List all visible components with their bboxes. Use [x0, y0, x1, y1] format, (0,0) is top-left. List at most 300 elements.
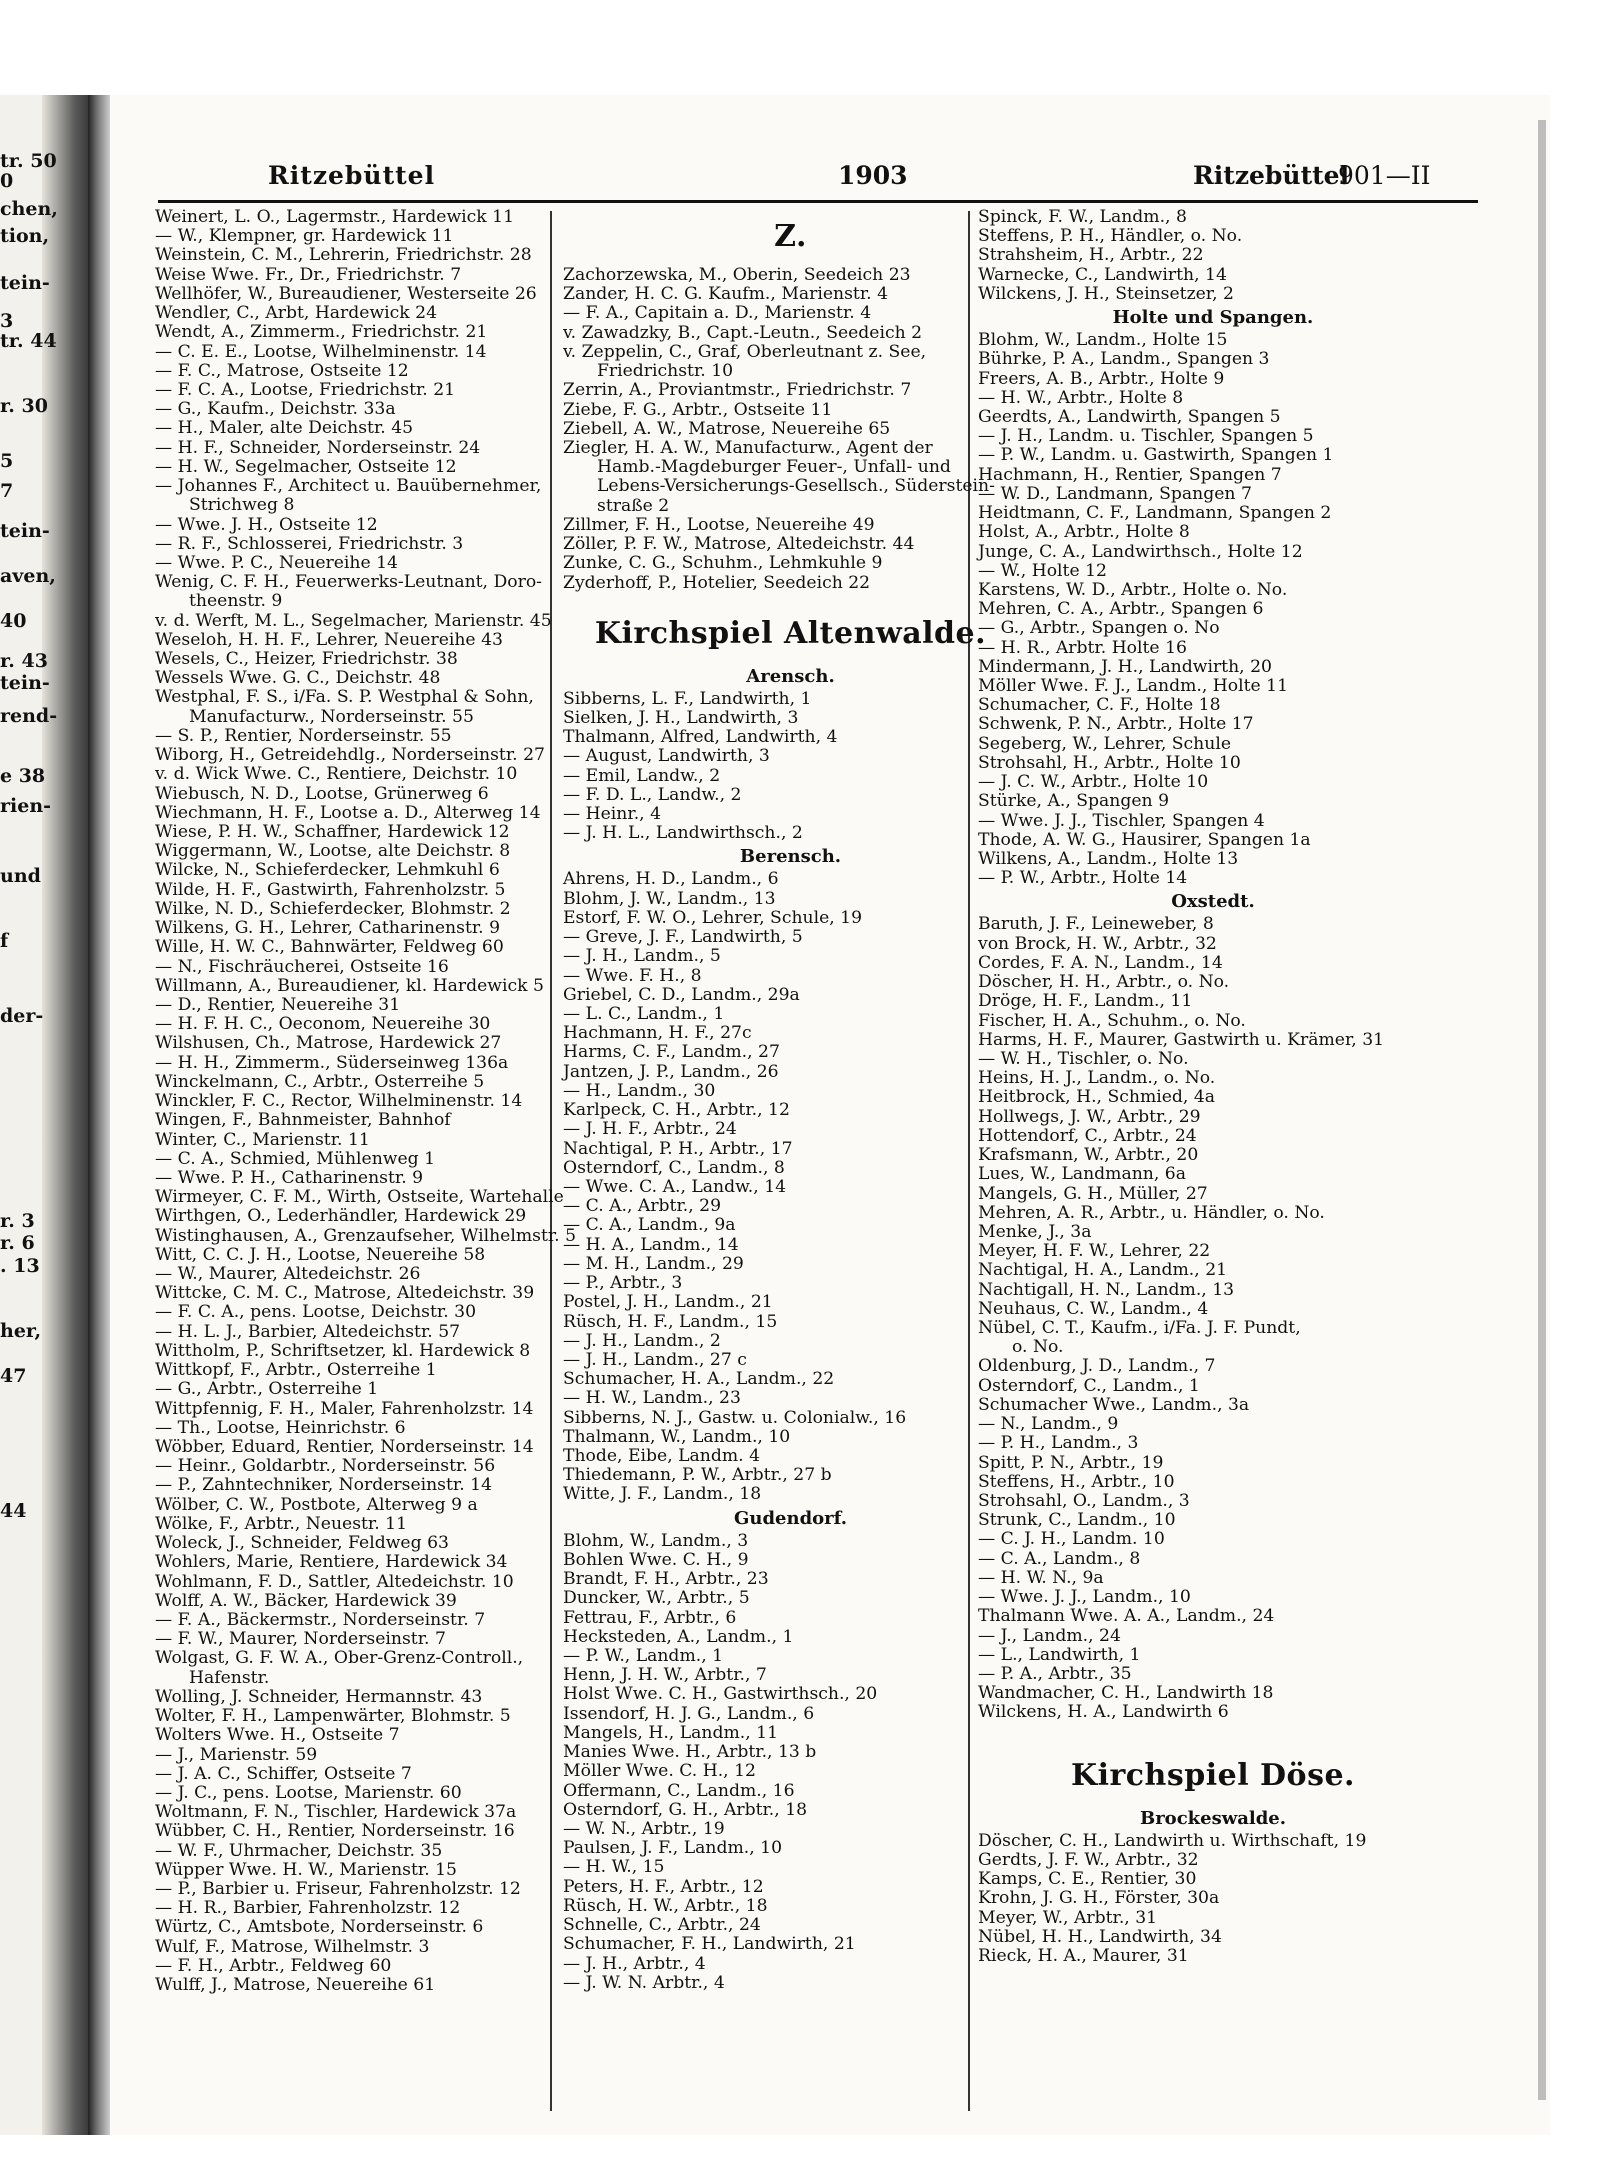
directory-entry: Nübel, C. T., Kaufm., i/Fa. J. F. Pundt, — [978, 1318, 1301, 1339]
directory-entry: — G., Kaufm., Deichstr. 33a — [155, 399, 396, 420]
directory-entry-continuation: o. No. — [1012, 1337, 1064, 1358]
directory-entry: Krohn, J. G. H., Förster, 30a — [978, 1888, 1220, 1909]
directory-entry: Spinck, F. W., Landm., 8 — [978, 207, 1187, 227]
directory-entry: — H. W., Segelmacher, Ostseite 12 — [155, 456, 457, 477]
directory-entry: Wöbber, Eduard, Rentier, Norderseinstr. 14 — [155, 1437, 534, 1457]
directory-entry: Holst Wwe. C. H., Gastwirthsch., 20 — [563, 1684, 878, 1705]
directory-entry: Blohm, W., Landm., Holte 15 — [978, 330, 1228, 351]
directory-entry: Gerdts, J. F. W., Arbtr., 32 — [978, 1849, 1199, 1870]
directory-entry: v. d. Werft, M. L., Segelmacher, Marienstr. 45 — [155, 610, 552, 631]
directory-entry: Zöller, P. F. W., Matrose, Altedeichstr. 44 — [563, 534, 915, 555]
directory-entry: Wellhöfer, W., Bureaudiener, Westerseite 26 — [155, 283, 537, 304]
directory-entry: Oldenburg, J. D., Landm., 7 — [978, 1356, 1216, 1377]
adjacent-page-fragment: 7 — [0, 480, 14, 502]
directory-entry: Zillmer, F. H., Lootse, Neuereihe 49 — [563, 514, 875, 535]
directory-entry: Zunke, C. G., Schuhm., Lehmkuhle 9 — [563, 553, 883, 574]
directory-entry: Wenig, C. F. H., Feuerwerks-Leutnant, Doro- — [155, 572, 542, 593]
directory-entry: — H., Maler, alte Deichstr. 45 — [155, 418, 414, 439]
directory-entry: Holst, A., Arbtr., Holte 8 — [978, 522, 1190, 543]
directory-entry: Jantzen, J. P., Landm., 26 — [563, 1061, 779, 1082]
directory-entry: Mangels, H., Landm., 11 — [563, 1722, 779, 1743]
directory-entry: — Th., Lootse, Heinrichstr. 6 — [155, 1417, 406, 1438]
directory-entry: Thalmann, W., Landm., 10 — [563, 1426, 791, 1447]
directory-entry: Döscher, H. H., Arbtr., o. No. — [978, 972, 1230, 993]
directory-entry: Wilkens, G. H., Lehrer, Catharinenstr. 9 — [155, 918, 501, 939]
directory-entry: Wille, H. W. C., Bahnwärter, Feldweg 60 — [155, 937, 504, 958]
directory-entry: Thalmann, Alfred, Landwirth, 4 — [563, 727, 838, 748]
directory-entry: Wittholm, P., Schriftsetzer, kl. Hardewick 8 — [155, 1340, 531, 1361]
directory-entry: Thiedemann, P. W., Arbtr., 27 b — [563, 1465, 832, 1486]
running-title-right: Ritzebüttel — [1193, 161, 1350, 190]
directory-entry: — Wwe. P. H., Catharinenstr. 9 — [155, 1167, 424, 1188]
directory-entry: — W. N., Arbtr., 19 — [563, 1818, 725, 1839]
directory-entry: — P. H., Landm., 3 — [978, 1433, 1139, 1454]
directory-entry: Peters, H. F., Arbtr., 12 — [563, 1876, 764, 1897]
directory-entry: Thode, Eibe, Landm. 4 — [563, 1446, 761, 1467]
directory-entry: — J. W. N. Arbtr., 4 — [563, 1972, 725, 1993]
directory-entry: Westphal, F. S., i/Fa. S. P. Westphal & Sohn, — [155, 687, 534, 708]
directory-entry: Ziebell, A. W., Matrose, Neuereihe 65 — [563, 418, 891, 439]
directory-entry: — H. W., 15 — [563, 1857, 665, 1878]
adjacent-page-fragment: tein- — [0, 520, 50, 542]
directory-entry: — Wwe. F. H., 8 — [563, 965, 702, 986]
directory-entry: Junge, C. A., Landwirthsch., Holte 12 — [978, 541, 1303, 562]
directory-entry: Weseloh, H. H. F., Lehrer, Neuereihe 43 — [155, 629, 503, 650]
directory-entry: Strohsahl, H., Arbtr., Holte 10 — [978, 752, 1241, 773]
directory-entry: — J. H., Landm., 27 c — [563, 1349, 747, 1370]
directory-entry: Woltmann, F. N., Tischler, Hardewick 37a — [155, 1802, 517, 1823]
directory-entry: — P., Arbtr., 3 — [563, 1273, 683, 1294]
spacer — [563, 593, 1018, 605]
directory-entry: Witte, J. F., Landm., 18 — [563, 1484, 762, 1505]
directory-entry: — W. F., Uhrmacher, Deichstr. 35 — [155, 1840, 443, 1861]
directory-entry: v. d. Wick Wwe. C., Rentiere, Deichstr. 10 — [155, 764, 518, 785]
directory-entry: Wolters Wwe. H., Ostseite 7 — [155, 1725, 400, 1746]
directory-entry: Strahsheim, H., Arbtr., 22 — [978, 245, 1204, 266]
directory-entry: Schumacher Wwe., Landm., 3a — [978, 1394, 1250, 1415]
directory-entry: — P. A., Arbtr., 35 — [978, 1663, 1132, 1684]
directory-entry: Wittpfennig, F. H., Maler, Fahrenholzstr. 14 — [155, 1398, 534, 1419]
directory-entry: — N., Landm., 9 — [978, 1414, 1119, 1435]
directory-entry: Schwenk, P. N., Arbtr., Holte 17 — [978, 714, 1254, 735]
directory-entry: Wölber, C. W., Postbote, Alterweg 9 a — [155, 1494, 478, 1515]
directory-entry-continuation: Friedrichstr. 10 — [597, 361, 734, 382]
directory-entry: — H. W., Landm., 23 — [563, 1388, 741, 1409]
adjacent-page-fragment: und — [0, 865, 41, 887]
directory-entry: Mangels, G. H., Müller, 27 — [978, 1183, 1208, 1204]
directory-entry: Blohm, W., Landm., 3 — [563, 1530, 749, 1551]
directory-entry: Dröge, H. F., Landm., 11 — [978, 991, 1193, 1012]
adjacent-page-fragment: r. 6 — [0, 1232, 35, 1254]
directory-entry-continuation: Lebens-Versicherungs-Gesellsch., Süderstein- — [597, 476, 995, 497]
directory-entry: — H. H., Zimmerm., Süderseinweg 136a — [155, 1052, 509, 1073]
directory-entry: — Wwe. P. C., Neuereihe 14 — [155, 552, 398, 573]
directory-entry: Blohm, J. W., Landm., 13 — [563, 888, 776, 909]
directory-entry: — J., Landm., 24 — [978, 1625, 1121, 1646]
directory-entry: Zerrin, A., Proviantmstr., Friedrichstr. 7 — [563, 380, 912, 401]
directory-entry: Sibberns, L. F., Landwirth, 1 — [563, 688, 812, 709]
directory-entry: Segeberg, W., Lehrer, Schule — [978, 733, 1231, 754]
directory-entry: Wiese, P. H. W., Schaffner, Hardewick 12 — [155, 822, 510, 842]
directory-entry: — P. W., Landm., 1 — [563, 1646, 724, 1666]
directory-entry: Menke, J., 3a — [978, 1221, 1092, 1242]
directory-entry: Wohlers, Marie, Rentiere, Hardewick 34 — [155, 1552, 508, 1573]
directory-entry: Witt, C. C. J. H., Lootse, Neuereihe 58 — [155, 1244, 486, 1265]
page-header — [153, 161, 1513, 201]
directory-entry: Zander, H. C. G. Kaufm., Marienstr. 4 — [563, 284, 889, 305]
locality-heading: Arensch. — [746, 665, 835, 687]
directory-entry: Wolff, A. W., Bäcker, Hardewick 39 — [155, 1590, 457, 1611]
directory-entry: — H., Landm., 30 — [563, 1080, 716, 1101]
directory-entry: — F. A., Bäckermstr., Norderseinstr. 7 — [155, 1609, 486, 1630]
directory-entry: — W. D., Landmann, Spangen 7 — [978, 483, 1252, 504]
directory-entry: Ziegler, H. A. W., Manufacturw., Agent der — [563, 437, 933, 458]
directory-entry: — F. D. L., Landw., 2 — [563, 784, 742, 805]
directory-entry: Heins, H. J., Landm., o. No. — [978, 1068, 1216, 1089]
directory-entry: Baruth, J. F., Leineweber, 8 — [978, 914, 1214, 935]
directory-entry: Offermann, C., Landm., 16 — [563, 1780, 795, 1801]
directory-entry: Döscher, C. H., Landwirth u. Wirthschaft, 19 — [978, 1830, 1367, 1851]
locality-heading: Berensch. — [739, 846, 842, 868]
directory-entry: — C. A., Schmied, Mühlenweg 1 — [155, 1148, 436, 1169]
directory-entry: Weinert, L. O., Lagermstr., Hardewick 11 — [155, 207, 515, 227]
directory-entry: Schumacher, H. A., Landm., 22 — [563, 1369, 835, 1390]
directory-entry: Osterndorf, C., Landm., 8 — [563, 1157, 785, 1178]
directory-entry: Wulf, F., Matrose, Wilhelmstr. 3 — [155, 1936, 430, 1957]
directory-entry: Bührke, P. A., Landm., Spangen 3 — [978, 349, 1270, 370]
directory-entry: — G., Arbtr., Spangen o. No — [978, 618, 1220, 639]
directory-entry: Steffens, H., Arbtr., 10 — [978, 1471, 1175, 1492]
directory-entry: Wirthgen, O., Lederhändler, Hardewick 29 — [155, 1206, 527, 1227]
directory-entry: von Brock, H. W., Arbtr., 32 — [978, 933, 1217, 954]
directory-entry: Rüsch, H. W., Arbtr., 18 — [563, 1895, 768, 1916]
directory-entry: — Heinr., Goldarbtr., Norderseinstr. 56 — [155, 1456, 496, 1477]
directory-entry: Wingen, F., Bahnmeister, Bahnhof — [155, 1110, 451, 1131]
adjacent-page-fragment: 47 — [0, 1365, 27, 1387]
directory-entry: — H. R., Barbier, Fahrenholzstr. 12 — [155, 1898, 461, 1919]
directory-page — [110, 95, 1550, 2135]
directory-entry: Wübber, C. H., Rentier, Norderseinstr. 16 — [155, 1821, 515, 1842]
adjacent-page-fragment: chen, — [0, 198, 58, 220]
adjacent-page-fragment: tr. 44 — [0, 330, 57, 352]
directory-entry: — G., Arbtr., Osterreihe 1 — [155, 1379, 379, 1400]
directory-entry: — J. H., Landm., 5 — [563, 946, 721, 967]
directory-entry: Karstens, W. D., Arbtr., Holte o. No. — [978, 579, 1288, 600]
directory-entry: Wohlmann, F. D., Sattler, Altedeichstr. 10 — [155, 1571, 514, 1592]
directory-entry: — W. H., Tischler, o. No. — [978, 1048, 1189, 1069]
directory-entry: v. Zawadzky, B., Capt.-Leutn., Seedeich 2 — [563, 322, 923, 343]
directory-entry: Wilckens, H. A., Landwirth 6 — [978, 1702, 1229, 1723]
directory-entry: Harms, H. F., Maurer, Gastwirth u. Krämer, 31 — [978, 1029, 1385, 1050]
directory-entry: — H. R., Arbtr. Holte 16 — [978, 637, 1187, 658]
directory-entry: Issendorf, H. J. G., Landm., 6 — [563, 1703, 815, 1724]
directory-entry: — S. P., Rentier, Norderseinstr. 55 — [155, 725, 452, 746]
directory-entry: Hecksteden, A., Landm., 1 — [563, 1626, 794, 1647]
directory-entry: Harms, C. F., Landm., 27 — [563, 1042, 780, 1063]
directory-entry: — N., Fischräucherei, Ostseite 16 — [155, 956, 449, 977]
directory-entry: — F. A., Capitain a. D., Marienstr. 4 — [563, 303, 872, 324]
directory-entry: Manies Wwe. H., Arbtr., 13 b — [563, 1742, 817, 1763]
directory-entry: — H. W. N., 9a — [978, 1567, 1104, 1588]
directory-entry: — Wwe. C. A., Landw., 14 — [563, 1176, 787, 1197]
adjacent-page-fragment: r. 43 — [0, 650, 48, 672]
directory-entry: Geerdts, A., Landwirth, Spangen 5 — [978, 406, 1281, 427]
directory-entry: Wendt, A., Zimmerm., Friedrichstr. 21 — [155, 322, 488, 343]
adjacent-page-fragment: tr. 50 — [0, 150, 57, 172]
directory-entry: Heitbrock, H., Schmied, 4a — [978, 1087, 1216, 1108]
directory-entry: Bohlen Wwe. C. H., 9 — [563, 1549, 749, 1570]
adjacent-page-fragment: 40 — [0, 610, 27, 632]
directory-entry-continuation: Strichweg 8 — [189, 495, 295, 516]
directory-entry: Wilckens, J. H., Steinsetzer, 2 — [978, 283, 1234, 304]
directory-entry: Fettrau, F., Arbtr., 6 — [563, 1607, 737, 1628]
directory-entry: Thalmann Wwe. A. A., Landm., 24 — [978, 1606, 1275, 1627]
directory-entry: Brandt, F. H., Arbtr., 23 — [563, 1569, 769, 1590]
directory-entry: — J. H. L., Landwirthsch., 2 — [563, 823, 803, 844]
directory-entry: — H. F. H. C., Oeconom, Neuereihe 30 — [155, 1014, 491, 1035]
directory-entry: — J. H., Landm. u. Tischler, Spangen 5 — [978, 426, 1314, 447]
directory-entry: — W., Klempner, gr. Hardewick 11 — [155, 226, 454, 247]
directory-entry: — Wwe. J. J., Tischler, Spangen 4 — [978, 810, 1265, 831]
directory-entry: Cordes, F. A. N., Landm., 14 — [978, 952, 1223, 973]
directory-entry: Rieck, H. A., Maurer, 31 — [978, 1945, 1189, 1966]
directory-entry: — F. C. A., Lootse, Friedrichstr. 21 — [155, 379, 456, 400]
directory-column-1 — [155, 208, 610, 1995]
directory-entry: Wessels Wwe. G. C., Deichstr. 48 — [155, 668, 441, 689]
adjacent-page-fragment: . 13 — [0, 1255, 40, 1277]
directory-entry: Wittkopf, F., Arbtr., Osterreihe 1 — [155, 1360, 437, 1381]
book-binding — [88, 95, 112, 2135]
directory-entry: — L., Landwirth, 1 — [978, 1644, 1141, 1665]
directory-entry: Wiborg, H., Getreidehdlg., Norderseinstr. 27 — [155, 745, 545, 766]
directory-entry: — H. W., Arbtr., Holte 8 — [978, 387, 1184, 408]
directory-entry: — J. C., pens. Lootse, Marienstr. 60 — [155, 1782, 462, 1803]
directory-column-3 — [978, 208, 1448, 1966]
directory-entry: Wilke, N. D., Schieferdecker, Blohmstr. 2 — [155, 898, 511, 919]
page-number: 901—II — [1338, 161, 1431, 190]
directory-entry: Wilcke, N., Schieferdecker, Lehmkuhl 6 — [155, 860, 500, 881]
adjacent-page-fragment: 5 — [0, 450, 14, 472]
directory-entry: — J. H. F., Arbtr., 24 — [563, 1119, 737, 1140]
adjacent-page-fragment: aven, — [0, 565, 56, 587]
year-heading: 1903 — [838, 161, 908, 190]
directory-entry: Steffens, P. H., Händler, o. No. — [978, 226, 1243, 247]
locality-heading: Gudendorf. — [733, 1507, 848, 1529]
directory-entry: Wolter, F. H., Lampenwärter, Blohmstr. 5 — [155, 1706, 511, 1727]
directory-entry: — C. A., Landm., 9a — [563, 1215, 736, 1236]
directory-entry: — J., Marienstr. 59 — [155, 1744, 318, 1765]
directory-entry: Wölke, F., Arbtr., Neuestr. 11 — [155, 1513, 408, 1534]
adjacent-page-fragment: f — [0, 930, 9, 952]
directory-entry: — C. A., Landm., 8 — [978, 1548, 1141, 1569]
adjacent-page-shadow — [42, 95, 88, 2135]
directory-entry: Schnelle, C., Arbtr., 24 — [563, 1915, 761, 1936]
directory-entry: Wilshusen, Ch., Matrose, Hardewick 27 — [155, 1033, 502, 1054]
directory-entry: — C. J. H., Landm. 10 — [978, 1529, 1165, 1550]
directory-entry: Zachorzewska, M., Oberin, Seedeich 23 — [563, 265, 911, 285]
directory-entry: Willmann, A., Bureaudiener, kl. Hardewick 5 — [155, 975, 544, 996]
directory-entry: Neuhaus, C. W., Landm., 4 — [978, 1298, 1209, 1319]
adjacent-page-fragment: tion, — [0, 225, 50, 247]
directory-entry: Wirmeyer, C. F. M., Wirth, Ostseite, Wartehalle — [155, 1187, 564, 1208]
adjacent-page-fragment: 0 — [0, 170, 14, 192]
directory-entry: — W., Maurer, Altedeichstr. 26 — [155, 1264, 421, 1285]
directory-entry: Osterndorf, G. H., Arbtr., 18 — [563, 1799, 808, 1820]
adjacent-page-fragment: 3 — [0, 310, 14, 332]
directory-entry: — P., Barbier u. Friseur, Fahrenholzstr. 12 — [155, 1879, 521, 1900]
page-edge — [1538, 120, 1546, 2100]
directory-entry: — H. L. J., Barbier, Altedeichstr. 57 — [155, 1321, 461, 1342]
directory-entry: Nachtigall, H. N., Landm., 13 — [978, 1279, 1235, 1300]
directory-entry: Winter, C., Marienstr. 11 — [155, 1129, 370, 1150]
directory-entry: Hachmann, H., Rentier, Spangen 7 — [978, 464, 1282, 485]
adjacent-page-fragment: der- — [0, 1005, 44, 1027]
directory-entry: Wüpper Wwe. H. W., Marienstr. 15 — [155, 1859, 457, 1880]
directory-entry: Weinstein, C. M., Lehrerin, Friedrichstr. 28 — [155, 245, 532, 266]
directory-entry: Wiebusch, N. D., Lootse, Grünerweg 6 — [155, 783, 489, 804]
directory-entry: Hollwegs, J. W., Arbtr., 29 — [978, 1106, 1201, 1127]
directory-entry: Meyer, H. F. W., Lehrer, 22 — [978, 1241, 1211, 1262]
directory-entry: — Emil, Landw., 2 — [563, 765, 721, 786]
header-rule — [158, 200, 1478, 203]
directory-entry: — W., Holte 12 — [978, 560, 1107, 581]
directory-entry: Nachtigal, H. A., Landm., 21 — [978, 1260, 1228, 1281]
directory-entry: Winckler, F. C., Rector, Wilhelminenstr. 14 — [155, 1091, 523, 1112]
directory-entry: Mindermann, J. H., Landwirth, 20 — [978, 656, 1272, 677]
directory-entry: Estorf, F. W. O., Lehrer, Schule, 19 — [563, 907, 863, 928]
directory-entry: Hottendorf, C., Arbtr., 24 — [978, 1125, 1197, 1146]
directory-entry: — H. F., Schneider, Norderseinstr. 24 — [155, 437, 481, 458]
directory-entry: — C. E. E., Lootse, Wilhelminenstr. 14 — [155, 341, 487, 362]
directory-entry: — J. H., Arbtr., 4 — [563, 1953, 706, 1974]
directory-entry: Mehren, C. A., Arbtr., Spangen 6 — [978, 599, 1264, 620]
directory-entry: — J. C. W., Arbtr., Holte 10 — [978, 772, 1209, 793]
directory-entry: Osterndorf, C., Landm., 1 — [978, 1375, 1200, 1396]
directory-entry: — August, Landwirth, 3 — [563, 746, 770, 767]
directory-entry: Wolling, J. Schneider, Hermannstr. 43 — [155, 1686, 483, 1707]
directory-entry: Griebel, C. D., Landm., 29a — [563, 984, 800, 1005]
directory-entry: Zyderhoff, P., Hotelier, Seedeich 22 — [563, 572, 871, 593]
adjacent-page-fragment: 44 — [0, 1500, 27, 1522]
directory-entry: — P. W., Arbtr., Holte 14 — [978, 868, 1188, 889]
directory-entry: — C. A., Arbtr., 29 — [563, 1196, 722, 1217]
locality-heading: Brockeswalde. — [1139, 1807, 1287, 1829]
directory-entry: Weise Wwe. Fr., Dr., Friedrichstr. 7 — [155, 264, 462, 285]
directory-entry: Henn, J. H. W., Arbtr., 7 — [563, 1665, 767, 1686]
directory-entry: — F. C. A., pens. Lootse, Deichstr. 30 — [155, 1302, 477, 1323]
running-title-left: Ritzebüttel — [268, 161, 436, 190]
directory-entry: Wulff, J., Matrose, Neuereihe 61 — [155, 1975, 436, 1996]
section-heading: Kirchspiel Altenwalde. — [594, 615, 987, 651]
directory-entry: — J. H., Landm., 2 — [563, 1330, 721, 1351]
directory-entry: Postel, J. H., Landm., 21 — [563, 1292, 773, 1313]
directory-entry: — R. F., Schlosserei, Friedrichstr. 3 — [155, 533, 464, 554]
directory-entry: Heidtmann, C. F., Landmann, Spangen 2 — [978, 503, 1332, 524]
directory-entry: — F. W., Maurer, Norderseinstr. 7 — [155, 1629, 446, 1650]
directory-entry: Freers, A. B., Arbtr., Holte 9 — [978, 368, 1225, 389]
directory-entry: Ahrens, H. D., Landm., 6 — [563, 869, 779, 890]
directory-entry: Wilkens, A., Landm., Holte 13 — [978, 849, 1239, 869]
directory-entry: Wandmacher, C. H., Landwirth 18 — [978, 1683, 1274, 1704]
directory-entry: Winckelmann, C., Arbtr., Osterreihe 5 — [155, 1071, 485, 1092]
directory-entry: — P., Zahntechniker, Norderseinstr. 14 — [155, 1475, 493, 1496]
directory-entry: Fischer, H. A., Schuhm., o. No. — [978, 1010, 1246, 1031]
directory-entry: Nübel, H. H., Landwirth, 34 — [978, 1926, 1222, 1947]
section-heading: Kirchspiel Döse. — [1071, 1757, 1355, 1793]
directory-entry: — F. C., Matrose, Ostseite 12 — [155, 360, 409, 381]
directory-entry: — Johannes F., Architect u. Bauübernehmer, — [155, 476, 542, 497]
section-heading: Z. — [774, 219, 807, 254]
directory-entry-continuation: Hafenstr. — [189, 1667, 270, 1688]
adjacent-page-fragment: rien- — [0, 795, 52, 817]
directory-entry: — P. W., Landm. u. Gastwirth, Spangen 1 — [978, 445, 1334, 466]
directory-entry: Meyer, W., Arbtr., 31 — [978, 1907, 1158, 1928]
directory-entry: Lues, W., Landmann, 6a — [978, 1164, 1186, 1185]
directory-column-2 — [563, 208, 1018, 1993]
directory-entry: Würtz, C., Amtsbote, Norderseinstr. 6 — [155, 1917, 484, 1938]
directory-entry: v. Zeppelin, C., Graf, Oberleutnant z. See, — [563, 341, 927, 362]
spacer — [978, 1735, 1448, 1747]
spacer — [978, 1723, 1448, 1735]
locality-heading: Holte und Spangen. — [1112, 307, 1314, 329]
directory-entry: Wittcke, C. M. C., Matrose, Altedeichstr. 39 — [155, 1283, 535, 1304]
directory-entry: Spitt, P. N., Arbtr., 19 — [978, 1452, 1164, 1473]
adjacent-page-fragment: r. 30 — [0, 395, 48, 417]
directory-entry: Hachmann, H. F., 27c — [563, 1023, 752, 1044]
directory-entry: Wiechmann, H. F., Lootse a. D., Alterweg 14 — [155, 802, 541, 823]
adjacent-page-strip — [0, 95, 88, 2135]
directory-entry: — Wwe. J. H., Ostseite 12 — [155, 514, 378, 535]
adjacent-page-fragment: tein- — [0, 272, 50, 294]
directory-entry-continuation: straße 2 — [597, 495, 670, 516]
directory-entry: Warnecke, C., Landwirth, 14 — [978, 264, 1227, 285]
directory-entry-continuation: Manufacturw., Norderseinstr. 55 — [189, 706, 474, 727]
directory-entry: Paulsen, J. F., Landm., 10 — [563, 1838, 783, 1859]
directory-entry: Wendler, C., Arbt, Hardewick 24 — [155, 303, 438, 324]
directory-entry: Sibberns, N. J., Gastw. u. Colonialw., 16 — [563, 1407, 907, 1428]
directory-entry: Strohsahl, O., Landm., 3 — [978, 1491, 1190, 1511]
adjacent-page-fragment: e 38 — [0, 765, 46, 787]
directory-entry: Thode, A. W. G., Hausirer, Spangen 1a — [978, 829, 1311, 850]
directory-entry: — Greve, J. F., Landwirth, 5 — [563, 927, 803, 948]
directory-entry: Wiggermann, W., Lootse, alte Deichstr. 8 — [155, 841, 511, 862]
directory-entry: Ziebe, F. G., Arbtr., Ostseite 11 — [563, 399, 833, 420]
adjacent-page-fragment: tein- — [0, 672, 50, 694]
directory-entry: Wilde, H. F., Gastwirth, Fahrenholzstr. 5 — [155, 879, 506, 900]
directory-entry: — D., Rentier, Neuereihe 31 — [155, 994, 401, 1015]
directory-entry-continuation: theenstr. 9 — [189, 591, 283, 612]
directory-entry: Mehren, A. R., Arbtr., u. Händler, o. No. — [978, 1202, 1325, 1223]
directory-entry: Möller Wwe. F. J., Landm., Holte 11 — [978, 676, 1289, 697]
directory-entry: Karlpeck, C. H., Arbtr., 12 — [563, 1100, 790, 1121]
directory-entry: Krafsmann, W., Arbtr., 20 — [978, 1145, 1199, 1166]
directory-entry: Duncker, W., Arbtr., 5 — [563, 1588, 750, 1609]
adjacent-page-fragment: her, — [0, 1320, 42, 1342]
directory-entry: Woleck, J., Schneider, Feldweg 63 — [155, 1533, 449, 1554]
directory-entry: Wesels, C., Heizer, Friedrichstr. 38 — [155, 649, 458, 670]
locality-heading: Oxstedt. — [1171, 891, 1255, 913]
directory-entry: — M. H., Landm., 29 — [563, 1253, 744, 1274]
directory-entry: Schumacher, C. F., Holte 18 — [978, 695, 1221, 716]
directory-entry: Stürke, A., Spangen 9 — [978, 791, 1170, 812]
directory-entry: Wistinghausen, A., Grenzaufseher, Wilhelmstr. 5 — [155, 1225, 577, 1246]
directory-entry-continuation: Hamb.-Magdeburger Feuer-, Unfall- und — [597, 457, 951, 478]
directory-entry: — F. H., Arbtr., Feldweg 60 — [155, 1955, 392, 1976]
directory-entry: — Heinr., 4 — [563, 804, 662, 825]
directory-entry: Sielken, J. H., Landwirth, 3 — [563, 707, 799, 728]
directory-entry: — H. A., Landm., 14 — [563, 1234, 739, 1255]
directory-entry: Kamps, C. E., Rentier, 30 — [978, 1869, 1197, 1890]
